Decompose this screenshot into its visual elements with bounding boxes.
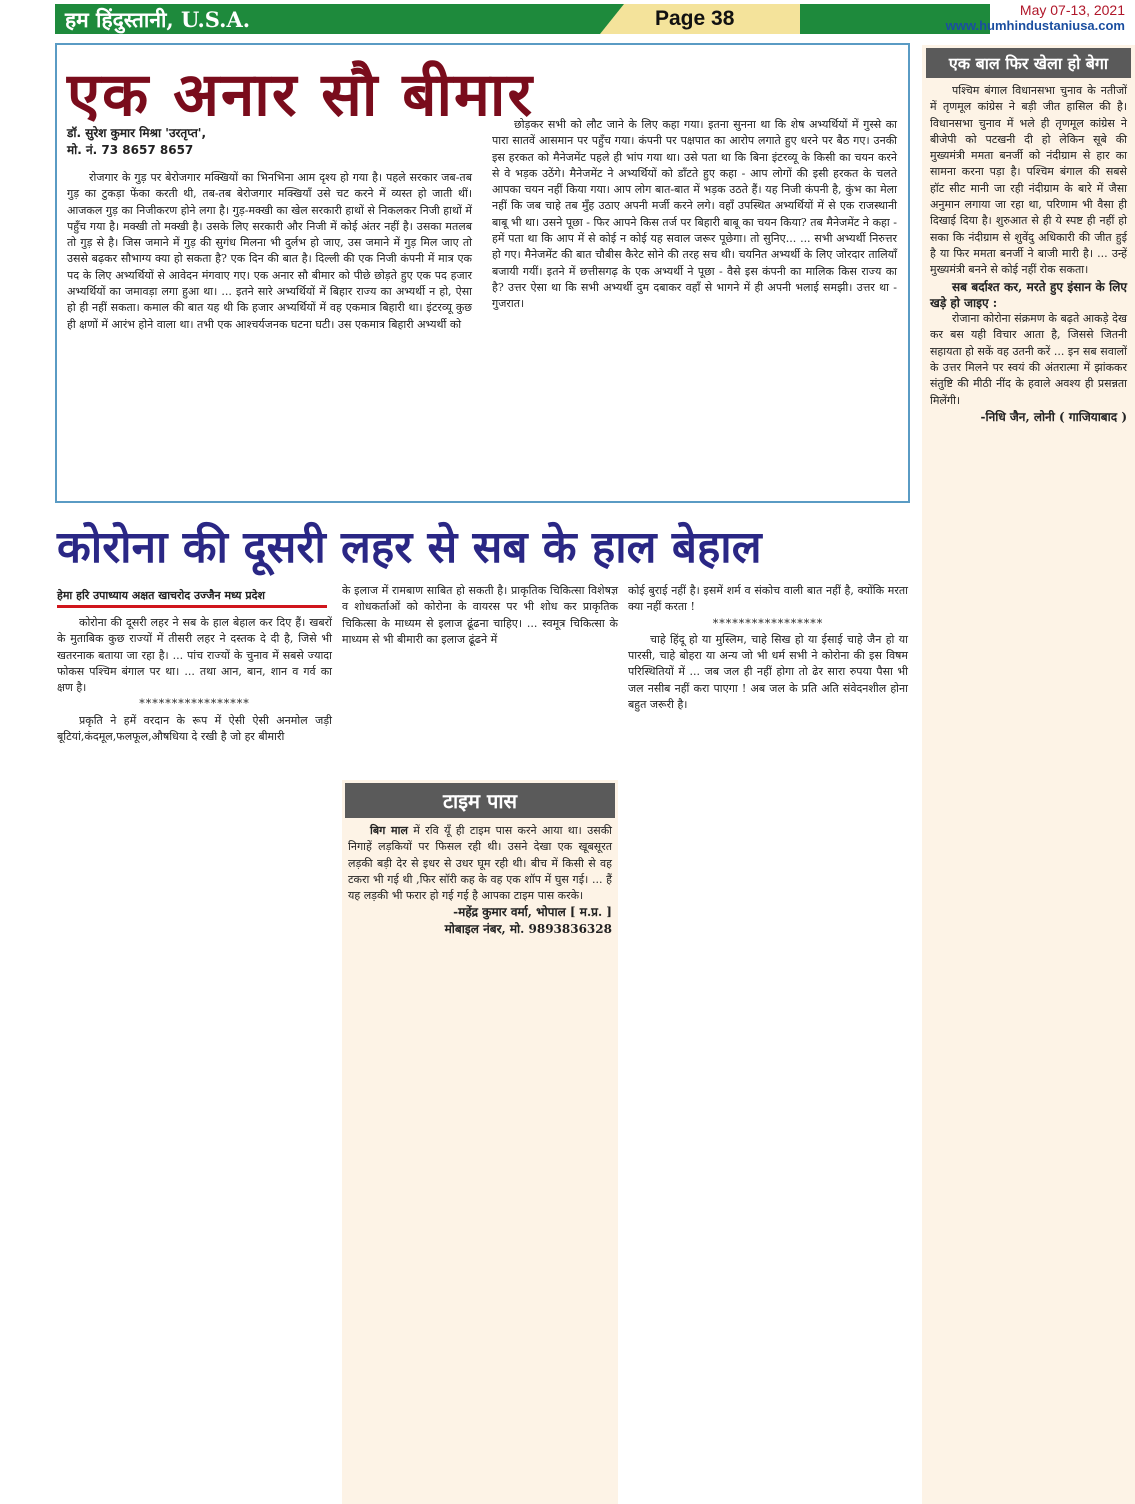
separator: *****************	[139, 697, 250, 711]
paper-title: हम हिंदुस्तानी, U.S.A.	[65, 7, 251, 32]
paragraph: पश्चिम बंगाल विधानसभा चुनाव के नतीजों में तृणमूल कांग्रेस ने बड़ी जीत हासिल की है। विधानसभा चुनाव में भले ही तृणमूल कांग्रेस ने बीजेपी को पटखनी दी हो लेकिन सूबे की मुख्यमंत्री ममता बनर्जी को नंदीग्राम से हार का सामना करना पड़ा है। पश्चिम बंगाल की सबसे हॉट सीट मानी जा रही नंदीग्राम के बारे में जैसा अनुमान लगाया जा रहा था, परिणाम भी वैसा ही दिखाई दिया है। शुरुआत से ही ये स्पष्ट ही नहीं हो सका कि नंदीग्राम से शुवेंदु अधिकारी की जीत हुई है या फिर ममता बनर्जी ने बाजी मारी है। ... उन्हें मुख्यमंत्री बनने से कोई नहीं रोक सकता।	[930, 84, 1127, 277]
article2-column-2	[342, 583, 618, 648]
lead-text: बिग माल	[370, 824, 408, 837]
timepass-signature: -महेंद्र कुमार वर्मा, भोपाल [ म.प्र. ]	[453, 905, 612, 920]
website-link[interactable]: www.humhindustaniusa.com	[945, 18, 1125, 33]
paragraph: चाहे हिंदू हो या मुस्लिम, चाहे सिख हो या ईसाई चाहे जैन हो या पारसी, चाहे बोहरा या अन्य जो भी धर्म सभी ने कोरोना की इस विषम परिस्थितियों में ... जब जल ही नहीं होगा तो ढेर सारा रुपया पैसा भी जल नसीब नहीं करा पाएगा ! अब जल के प्रति अति संवेदनशील होना बहुत जरूरी है।	[628, 632, 908, 712]
sidebar-body	[922, 81, 1135, 427]
article-column-2	[492, 117, 897, 313]
article2-column-1	[57, 615, 332, 745]
paragraph: के इलाज में रामबाण साबित हो सकती है। प्राकृतिक चिकित्सा विशेषज्ञ व शोधकर्ताओं को कोरोना के वायरस पर भी शोध कर प्राकृतिक चिकित्सा के माध्यम से इलाज ढूंढना चाहिए। ... स्वमूत्र चिकित्सा के माध्यम से भी बीमारी का इलाज ढूंढने में	[342, 584, 618, 646]
sidebar-signature: -निधि जैन, लोनी ( गाजियाबाद )	[980, 409, 1127, 424]
issue-date: May 07-13, 2021	[1019, 2, 1125, 18]
divider	[57, 605, 327, 608]
sidebar-subhead: सब बर्दाश्त कर, मरते हुए इंसान के लिए खड़े हो जाइए :	[930, 279, 1127, 310]
article2-headline: कोरोना की दूसरी लहर से सब के हाल बेहाल	[57, 522, 762, 573]
separator: *****************	[712, 616, 824, 630]
timepass-box	[342, 780, 618, 1504]
article-headline: एक अनार सौ बीमार	[67, 60, 535, 130]
author-phone: मो. नं. 73 8657 8657	[67, 143, 194, 157]
paragraph: रोजाना कोरोना संक्रमण के बढ़ते आकड़े देख कर बस यही विचार आता है, जिससे जितनी सहायता हो सकें वह उतनी करें ... इन सब सवालों के उत्तर मिलने पर स्वयं की अंतरात्मा में झांककर संतुष्टि की मीठी नींद के हवाले अवश्य ही प्रसन्नता मिलेंगी।	[930, 312, 1127, 407]
sidebar-article	[922, 45, 1135, 1504]
paragraph: कोई बुराई नहीं है। इसमें शर्म व संकोच वाली बात नहीं है, क्योंकि मरता क्या नहीं करता !	[628, 584, 908, 614]
paragraph: रोजगार के गुड़ पर बेरोजगार मक्खियों का भिनभिना आम दृश्य हो गया है। पहले सरकार जब-तब गुड़ का टुकड़ा फेंका करती थी, तब-तब बेरोजगार मक्खियाँ उसे चट करने में व्यस्त हो जाती थीं। आजकल गुड़ का निजीकरण होने लगा है। गुड़-मक्खी का खेल सरकारी हाथों से निकलकर निजी हाथों में पहुँच गया है। मक्खी तो मक्खी है। उसके लिए सरकारी और निजी में कोई अंतर नहीं है। उसका मतलब तो गुड़ से है। जिस जमाने में गुड़ की सुगंध मिलना भी दुर्लभ हो जाए, उस जमाने में गुड़ मिल जाए तो उससे बढ़कर सौभाग्य क्या हो सकता है? एक दिन की बात है। दिल्ली की एक निजी कंपनी में मात्र एक पद के लिए अभ्यर्थियों से आवेदन मंगवाए गए। एक अनार सौ बीमार को पीछे छोड़ते हुए एक पद हजार अभ्यर्थियों का जमावड़ा लगा हुआ था। ... इतने सारे अभ्यर्थियों में बिहार राज्य का अभ्यर्थी न हो, ऐसा हो ही नहीं सकता। कमाल की बात यह थी कि हजार अभ्यर्थियों में वह एकमात्र बिहारी था। इंटरव्यू कुछ ही क्षणों में आरंभ होने वाला था। तभी एक आश्चर्यजनक घटना घटी। उस एकमात्र बिहारी अभ्यर्थी को	[67, 171, 472, 331]
timepass-phone: मोबाइल नंबर, मो. 9893836328	[444, 921, 612, 936]
article-ek-anar	[55, 43, 910, 503]
paragraph: प्रकृति ने हमें वरदान के रूप में ऐसी ऐसी अनमोल जड़ी बूटियां,कंदमूल,फलफूल,औषधिया दे रखी है जो हर बीमारी	[57, 713, 332, 744]
article2-column-3	[628, 583, 908, 713]
masthead	[55, 4, 990, 34]
timepass-body	[342, 821, 618, 939]
article-byline	[67, 125, 206, 159]
paragraph: कोरोना की दूसरी लहर ने सब के हाल बेहाल कर दिए हैं। खबरों के मुताबिक कुछ राज्यों में तीसरी लहर ने दस्तक दे दी है, जिसे भी खतरनाक बताया जा रहा है। ... पांच राज्यों के चुनाव में सबसे ज्यादा फोकस पश्चिम बंगाल पर था। ... तथा आन, बान, शान व गर्व का क्षण है।	[57, 616, 332, 695]
article2-byline: हेमा हरि उपाध्याय अक्षत खाचरोद उज्जैन मध्य प्रदेश	[57, 589, 265, 602]
article-column-1	[67, 170, 472, 333]
timepass-title: टाइम पास	[345, 783, 615, 818]
page-number: Page 38	[655, 7, 735, 30]
author-name: डॉ. सुरेश कुमार मिश्रा 'उरतृप्त',	[67, 126, 207, 140]
paragraph: में रवि यूँ ही टाइम पास करने आया था। उसकी निगाहें लड़कियों पर फिसल रही थी। उसने देखा एक खूबसूरत लड़की बड़ी देर से इधर से उधर घूम रही थी। बीच में किसी से वह टकरा भी गई थी ,फिर सॉरी कह के वह एक शॉप में घुस गई। ... हैं यह लड़की भी फरार हो गई गई है आपका टाइम पास करके।	[348, 824, 612, 903]
sidebar-title: एक बाल फिर खेला हो बेगा	[926, 48, 1131, 78]
paragraph: छोड़कर सभी को लौट जाने के लिए कहा गया। इतना सुनना था कि शेष अभ्यर्थियों में गुस्से का पारा सातवें आसमान पर पहुँच गया। कंपनी पर पक्षपात का आरोप लगाते हुए धरने पर बैठ गए। उनकी इस हरकत को मैनेजमेंट पहले ही भांप गया था। उसे पता था कि बिना इंटरव्यू के किसी का चयन करने से वे भड़क उठेंगे। मैनेजमेंट ने अभ्यर्थियों को डाँटते हुए कहा - आप लोगों की इसी हरकत के चलते आपका चयन नहीं किया गया। आप लोग बात-बात में भड़क उठते हैं। यह निजी कंपनी है, कुंभ का मेला नहीं कि जब चाहे तब मुँह उठाए अपनी मर्जी करने लगे। वहाँ उपस्थित अभ्यर्थियों में से एक राजस्थानी बाबू भी था। उसने पूछा - फिर आपने किस तर्ज पर बिहारी बाबू का चयन किया? तब मैनेजमेंट ने कहा - हमें पता था कि आप में से कोई न कोई यह सवाल जरूर पूछेगा। तो सुनिए... ... सभी अभ्यर्थी निरुत्तर हो गए। मैनेजमेंट की बात चौबीस कैरेट सोने की तरह सच थी। चयनित अभ्यर्थी के लिए जोरदार तालियाँ बजायी गयीं। इतने में छत्तीसगढ़ के एक अभ्यर्थी ने पूछा - वैसे इस कंपनी का मालिक किस राज्य का है? उत्तर ऐसा था कि सभी अभ्यर्थी दुम दबाकर वहाँ से भागने में ही अपनी भलाई समझी। उत्तर था - गुजरात।	[492, 118, 897, 311]
